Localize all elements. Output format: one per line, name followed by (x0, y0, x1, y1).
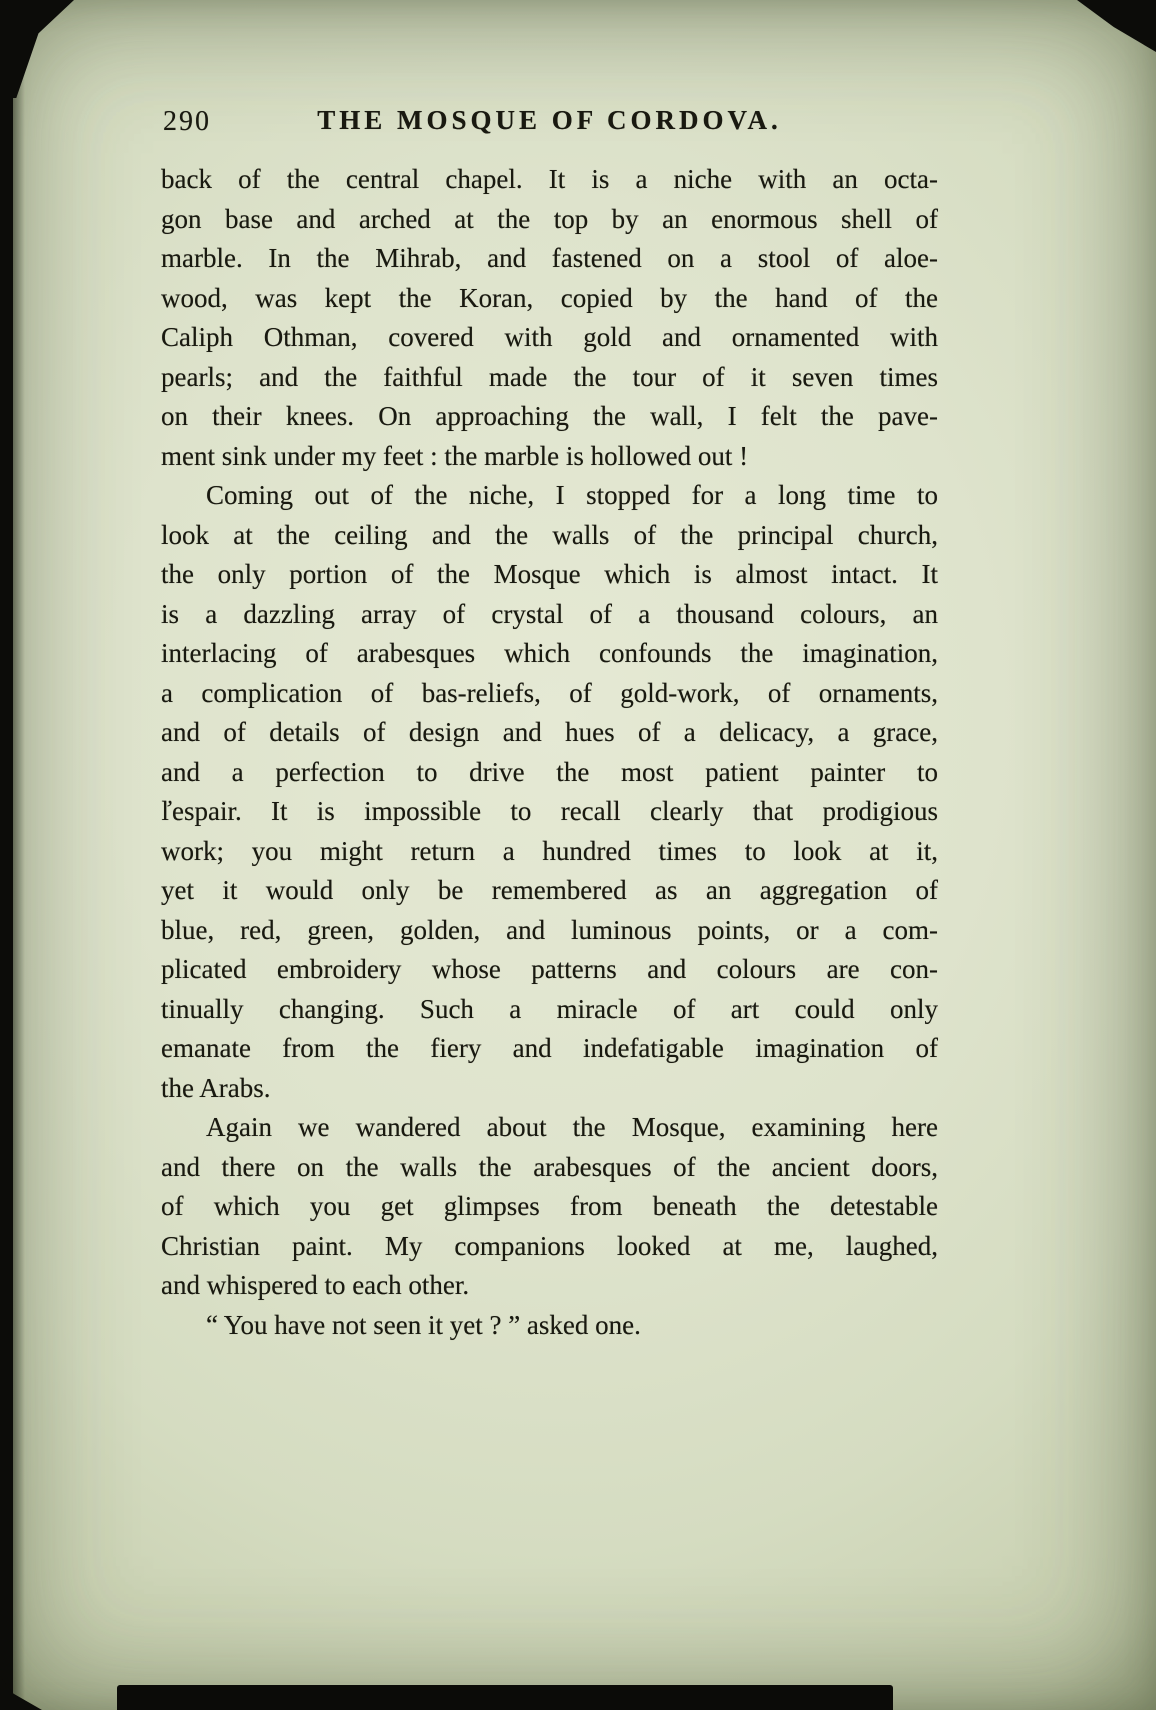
page-header (161, 103, 938, 143)
page-number: 290 (163, 106, 211, 137)
text-line: Again we wandered about the Mosque, examining here (206, 1112, 938, 1142)
text-line: on their knees. On approaching the wall, I felt the pave- (161, 401, 938, 431)
text-line: look at the ceiling and the walls of the principal church, (161, 519, 938, 550)
scan-edge-left (0, 0, 13, 1710)
text-line: gon base and arched at the top by an enormous shell of (161, 203, 938, 234)
text-line: blue, red, green, golden, and luminous points, or a com- (161, 914, 938, 945)
text-line: Caliph Othman, covered with gold and ornamented with (161, 322, 938, 352)
text-line: back of the central chapel. It is a niche with an octa- (161, 164, 938, 194)
scan-corner-top-right (1062, 0, 1156, 52)
text-line: ľespair. It is impossible to recall clearly that prodigious (161, 796, 938, 826)
text-line: the Arabs. (161, 1072, 271, 1103)
text-line: yet it would only be remembered as an aggregation of (161, 875, 938, 905)
page-body (161, 160, 938, 1345)
text-line: ment sink under my feet : the marble is hollowed out ! (161, 440, 749, 471)
scan-corner-top-left (0, 0, 74, 98)
paragraph (161, 160, 938, 476)
text-line: interlacing of arabesques which confounds the imagination, (161, 638, 938, 668)
scan-bottom-bar (117, 1685, 893, 1710)
text-line: and there on the walls the arabesques of the ancient doors, (161, 1151, 938, 1182)
paragraph (161, 1108, 938, 1306)
text-line: and of details of design and hues of a delicacy, a grace, (161, 717, 938, 747)
running-title: THE MOSQUE OF CORDOVA. (317, 105, 782, 135)
text-line: work; you might return a hundred times to look at it, (161, 835, 938, 866)
text-line: marble. In the Mihrab, and fastened on a stool of aloe- (161, 243, 938, 273)
page-content (161, 103, 938, 1345)
text-line: Coming out of the niche, I stopped for a long time to (206, 480, 938, 510)
text-line: tinually changing. Such a miracle of art could only (161, 993, 938, 1024)
text-line: pearls; and the faithful made the tour of it seven times (161, 361, 938, 392)
text-line: wood, was kept the Koran, copied by the hand of the (161, 282, 938, 313)
text-line: “ You have not seen it yet ? ” asked one. (206, 1309, 641, 1340)
text-line: plicated embroidery whose patterns and colours are con- (161, 954, 938, 984)
text-line: and whispered to each other. (161, 1270, 470, 1300)
paragraph (161, 476, 938, 1108)
text-line: is a dazzling array of crystal of a thousand colours, an (161, 598, 938, 629)
paragraph (161, 1306, 938, 1346)
text-line: and a perfection to drive the most patient painter to (161, 756, 938, 787)
text-line: of which you get glimpses from beneath the detestable (161, 1191, 938, 1221)
text-line: a complication of bas-reliefs, of gold-work, of ornaments, (161, 677, 938, 708)
text-line: Christian paint. My companions looked at me, laughed, (161, 1230, 938, 1261)
text-line: the only portion of the Mosque which is almost intact. It (161, 559, 938, 589)
text-line: emanate from the fiery and indefatigable imagination of (161, 1033, 938, 1063)
